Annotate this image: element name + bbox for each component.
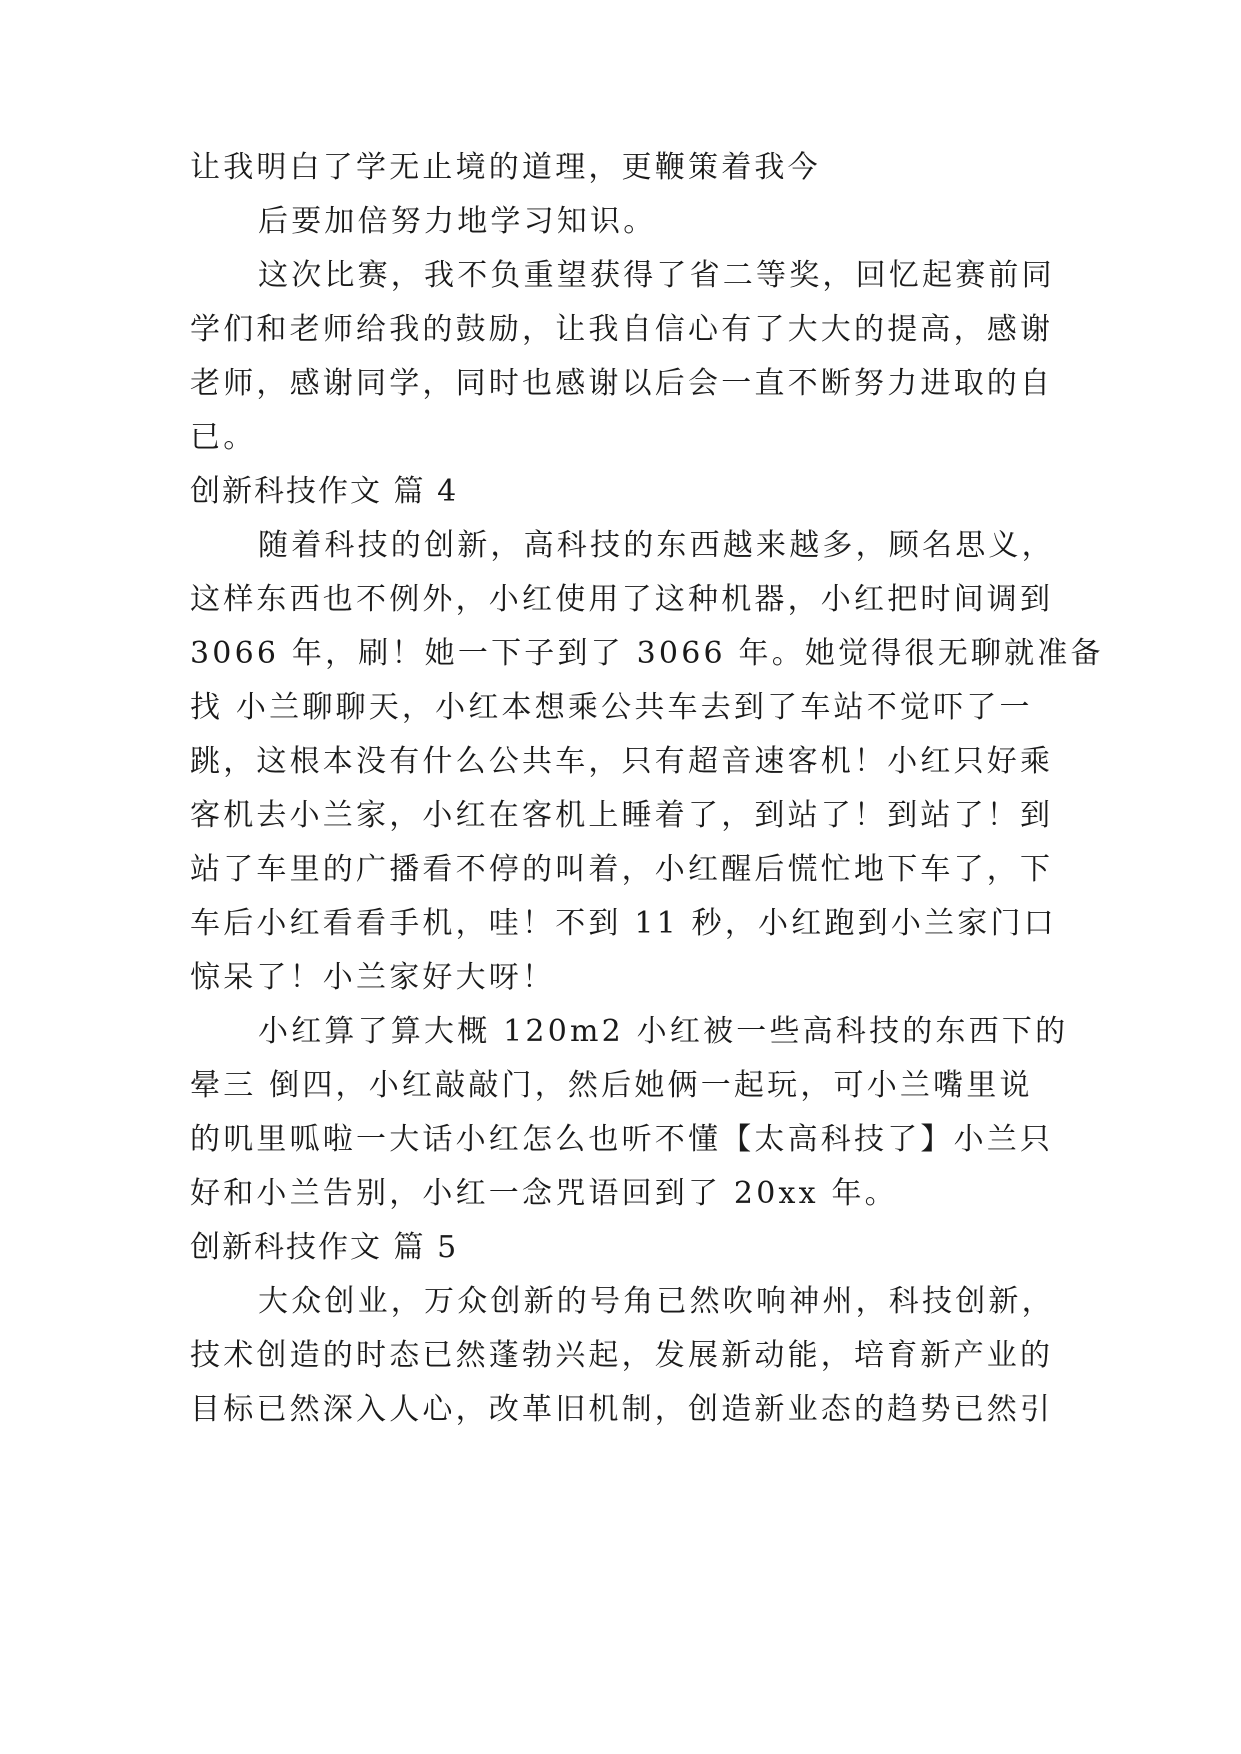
text-line: 3066 年，刷！她一下子到了 3066 年。她觉得很无聊就准备 bbox=[190, 636, 1104, 671]
text-line: 的叽里呱啦一大话小红怎么也听不懂【太高科技了】小兰只 bbox=[190, 1122, 1054, 1157]
paragraph-start: 这次比赛，我不负重望获得了省二等奖，回忆起赛前同 bbox=[258, 258, 1055, 293]
text-line: 后要加倍努力地学习知识。 bbox=[258, 204, 657, 239]
text-line: 晕三 倒四，小红敲敲门，然后她俩一起玩，可小兰嘴里说 bbox=[190, 1068, 1033, 1103]
text-line: 学们和老师给我的鼓励，让我自信心有了大大的提高，感谢 bbox=[190, 312, 1054, 347]
text-line: 这样东西也不例外，小红使用了这种机器，小红把时间调到 bbox=[190, 582, 1054, 617]
section-heading: 创新科技作文 篇 5 bbox=[190, 1230, 459, 1265]
section-heading: 创新科技作文 篇 4 bbox=[190, 474, 459, 509]
text-line: 站了车里的广播看不停的叫着，小红醒后慌忙地下车了，下 bbox=[190, 852, 1054, 887]
text-line: 客机去小兰家，小红在客机上睡着了，到站了！到站了！到 bbox=[190, 798, 1054, 833]
text-line: 惊呆了！小兰家好大呀！ bbox=[190, 960, 556, 995]
text-line: 找 小兰聊聊天，小红本想乘公共车去到了车站不觉吓了一 bbox=[190, 690, 1033, 725]
text-line: 好和小兰告别，小红一念咒语回到了 20xx 年。 bbox=[190, 1176, 898, 1211]
text-line: 目标已然深入人心，改革旧机制，创造新业态的趋势已然引 bbox=[190, 1392, 1054, 1427]
text-line: 已。 bbox=[190, 420, 257, 455]
text-line: 车后小红看看手机，哇！不到 11 秒，小红跑到小兰家门口 bbox=[190, 906, 1057, 941]
paragraph-start: 小红算了算大概 120m2 小红被一些高科技的东西下的 bbox=[258, 1014, 1069, 1049]
text-line: 跳，这根本没有什么公共车，只有超音速客机！小红只好乘 bbox=[190, 744, 1054, 779]
text-line: 老师，感谢同学，同时也感谢以后会一直不断努力进取的自 bbox=[190, 366, 1054, 401]
paragraph-start: 大众创业，万众创新的号角已然吹响神州，科技创新， bbox=[258, 1284, 1055, 1319]
text-line: 技术创造的时态已然蓬勃兴起，发展新动能，培育新产业的 bbox=[190, 1338, 1054, 1373]
paragraph-start: 随着科技的创新，高科技的东西越来越多，顾名思义， bbox=[258, 528, 1055, 563]
text-line: 让我明白了学无止境的道理，更鞭策着我今 bbox=[190, 150, 821, 185]
